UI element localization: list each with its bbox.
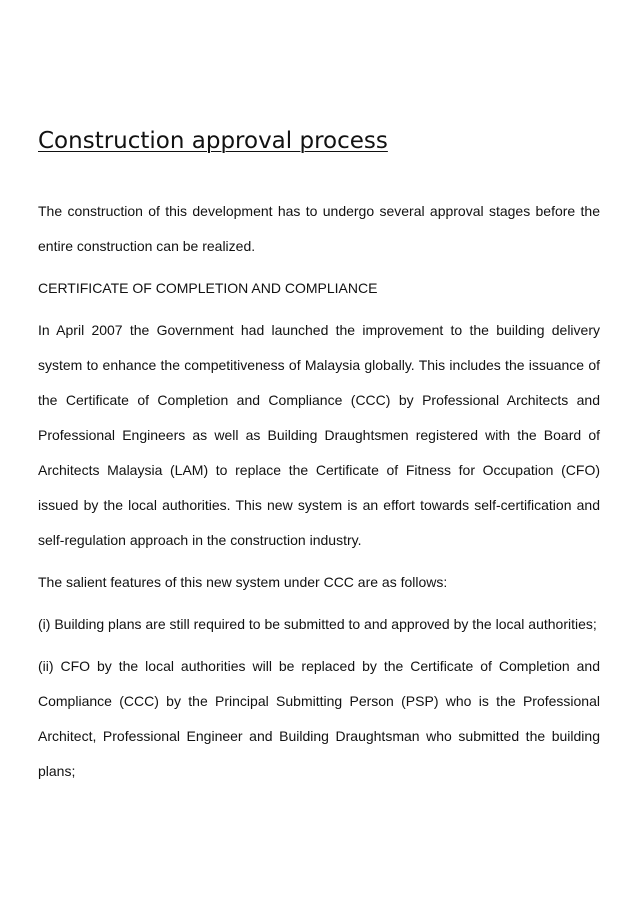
document-title: Construction approval process — [38, 128, 388, 154]
feature-item-i: (i) Building plans are still required to be submitted to and approved by the local authorities; — [38, 616, 597, 632]
features-lead-paragraph: The salient features of this new system under CCC are as follows: — [38, 574, 448, 590]
section-heading: CERTIFICATE OF COMPLETION AND COMPLIANCE — [38, 280, 378, 296]
intro-paragraph: The construction of this development has to undergo several approval stages before the entire construction can be realized. — [38, 203, 600, 254]
background-paragraph: In April 2007 the Government had launched the improvement to the building delivery system to enhance the competitiveness of Malaysia globally. This includes the issuance of the Certificate of Completion and Compliance (CCC) by Professional Architects and Professional Engineers as well as Building Draughtsmen registered with the Board of Architects Malaysia (LAM) to replace the Certificate of Fitness for Occupation (CFO) issued by the local authorities. This new system is an effort towards self-certification and self-regulation approach in the construction industry. — [38, 322, 600, 548]
feature-item-ii: (ii) CFO by the local authorities will be replaced by the Certificate of Completion and Compliance (CCC) by the Principal Submitting Person (PSP) who is the Professional Architect, Professional Engineer and Building Draughtsman who submitted the building plans; — [38, 658, 600, 779]
document-page — [38, 124, 600, 796]
